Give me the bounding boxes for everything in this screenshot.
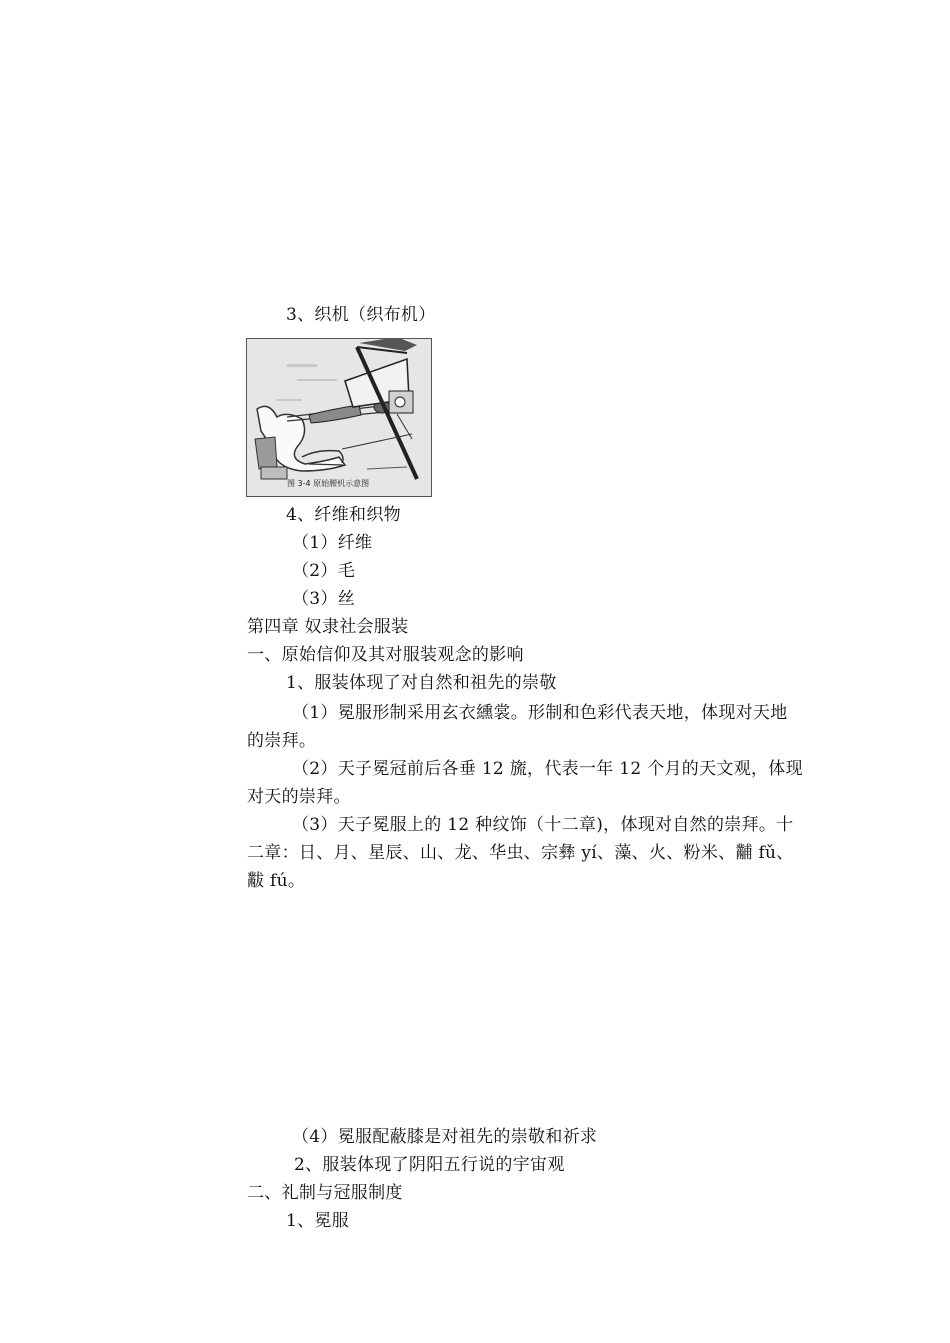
subsection-heading: 2、服装体现了阴阳五行说的宇宙观 (294, 1155, 565, 1175)
paragraph-line: 的崇拜。 (247, 731, 317, 751)
heading-fiber: 4、纤维和织物 (286, 505, 401, 525)
heading-loom: 3、织机（织布机） (286, 305, 436, 325)
fiber-item: （3）丝 (292, 589, 356, 609)
backstrap-loom-illustration (247, 339, 431, 496)
paragraph-line: 黻 fú。 (247, 871, 306, 891)
figure-caption: 图 3-4 原始腰机示意图 (287, 479, 370, 488)
loom-figure (246, 338, 432, 497)
fiber-item: （1）纤维 (292, 533, 373, 553)
paragraph-line: （3）天子冕服上的 12 种纹饰（十二章)，体现对自然的崇拜。十 (292, 815, 794, 835)
paragraph-line: （4）冕服配蔽膝是对祖先的崇敬和祈求 (292, 1127, 598, 1147)
paragraph-line: 二章：日、月、星辰、山、龙、华虫、宗彝 yí、藻、火、粉米、黼 fǔ、 (247, 843, 794, 863)
fiber-item: （2）毛 (292, 561, 356, 581)
subsection-heading: 1、服装体现了对自然和祖先的崇敬 (286, 673, 557, 693)
section-heading: 一、原始信仰及其对服装观念的影响 (247, 645, 524, 665)
paragraph-line: （1）冕服形制采用玄衣纁裳。形制和色彩代表天地，体现对天地 (292, 703, 788, 723)
section-heading: 二、礼制与冠服制度 (247, 1183, 403, 1203)
paragraph-line: （2）天子冕冠前后各垂 12 旒，代表一年 12 个月的天文观，体现 (292, 759, 803, 779)
chapter-heading: 第四章 奴隶社会服装 (247, 617, 409, 637)
paragraph-line: 对天的崇拜。 (247, 787, 351, 807)
subsection-heading: 1、冕服 (286, 1211, 350, 1231)
